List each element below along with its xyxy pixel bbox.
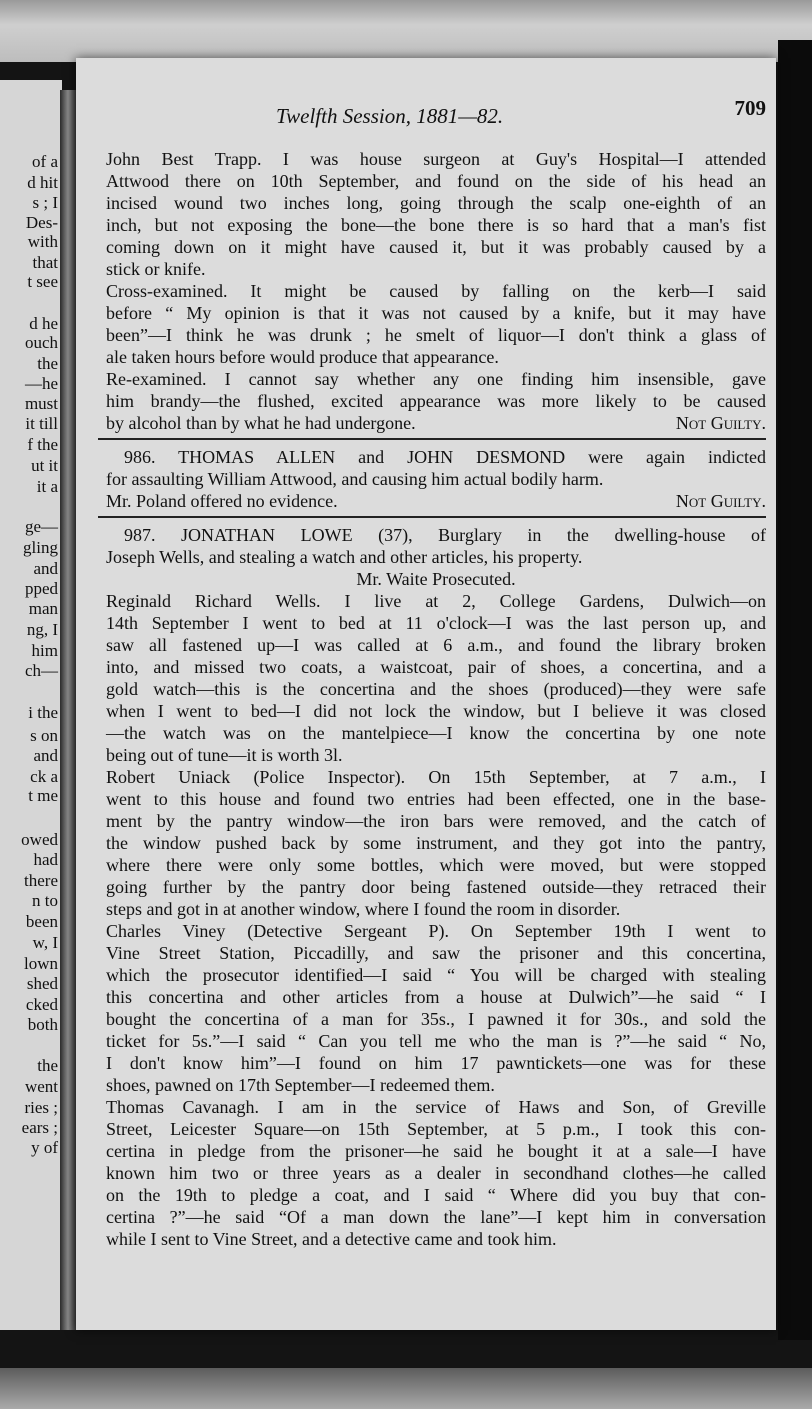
margin-fragment: f the	[27, 435, 58, 454]
text-line: 986. THOMAS ALLEN and JOHN DESMOND were again indicted	[124, 447, 766, 467]
text-line: Thomas Cavanagh. I am in the service of Haws and Son, of Greville	[106, 1097, 766, 1117]
text-line: inch, but not exposing the bone—the bone there is so hard that a man's fist	[106, 215, 766, 235]
text-line: Mr. Poland offered no evidence.	[106, 491, 338, 511]
margin-fragment: shed	[26, 974, 58, 993]
margin-fragment: ut it	[31, 456, 58, 475]
verdict: Not Guilty.	[675, 491, 766, 511]
margin-fragment: both	[27, 1015, 58, 1034]
section-rule	[98, 516, 766, 518]
background-bottom	[0, 1368, 812, 1409]
text-line: him brandy—the flushed, excited appearance was more likely to be caused	[106, 391, 766, 411]
text-line: known him two or three years as a dealer in secondhand clothes—he called	[106, 1163, 766, 1183]
margin-fragment: and	[33, 559, 58, 578]
margin-fragment: ch—	[24, 661, 58, 680]
text-line: for assaulting William Attwood, and causing him actual bodily harm.	[106, 469, 604, 489]
text-line: into, and missed two coats, a waistcoat, pair of shoes, a concertina, and a	[106, 657, 766, 677]
margin-fragment: ng, I	[26, 620, 58, 639]
text-line: coming down on it might have caused it, but it was probably caused by a	[106, 237, 766, 257]
text-line: when I went to bed—I did not lock the window, but I believe it was closed	[106, 701, 766, 721]
margin-fragment: s ; I	[32, 193, 58, 212]
text-line: by alcohol than by what he had undergone.	[106, 413, 416, 433]
book-gutter	[60, 90, 76, 1330]
margin-fragment: n to	[32, 891, 58, 910]
text-line-with-verdict	[106, 412, 766, 434]
text-line: 14th September I went to bed at 11 o'clock—I was the last person up, and	[106, 613, 766, 633]
prosecution-note: Mr. Waite Prosecuted.	[356, 569, 516, 589]
text-line: Re-examined. I cannot say whether any one finding him insensible, gave	[106, 369, 766, 389]
text-line-with-verdict	[106, 490, 766, 512]
text-line: stick or knife.	[106, 259, 206, 279]
margin-fragment: —he	[24, 374, 58, 393]
text-line: —the watch was on the mantelpiece—I know the concertina by one note	[106, 723, 766, 743]
margin-fragment: him	[31, 641, 58, 660]
margin-fragment: ries ;	[24, 1098, 58, 1117]
margin-fragment: been	[25, 912, 58, 931]
running-head: Twelfth Session, 1881—82.	[276, 104, 504, 128]
margin-fragment: man	[28, 599, 58, 618]
margin-fragment: ck a	[30, 767, 58, 786]
margin-fragment: t me	[28, 786, 58, 805]
verdict: Not Guilty.	[675, 413, 766, 433]
text-line: steps and got in at another window, where I found the room in disorder.	[106, 899, 621, 919]
margin-fragment: ge—	[24, 517, 58, 536]
margin-fragment: w, I	[32, 933, 58, 952]
margin-fragment: must	[24, 394, 58, 413]
text-line: this concertina and other articles from a house at Dulwich”—he said “ I	[106, 987, 766, 1007]
margin-fragment: with	[27, 232, 58, 251]
text-line: while I sent to Vine Street, and a detective came and took him.	[106, 1229, 557, 1249]
text-line: ticket for 5s.”—I said “ Can you tell me who the man is ?”—he said “ No,	[106, 1031, 766, 1051]
text-line: where there were only some bottles, which were moved, but were stopped	[106, 855, 766, 875]
margin-fragment: t see	[27, 272, 58, 291]
text-line: saw all fastened up—I was called at 6 a.m., and found the library broken	[106, 635, 766, 655]
margin-fragment: Des-	[25, 213, 58, 232]
text-line: Robert Uniack (Police Inspector). On 15th September, at 7 a.m., I	[106, 767, 766, 787]
margin-fragment: ouch	[24, 333, 58, 352]
margin-fragment: pped	[24, 579, 58, 598]
margin-fragment: ears ;	[21, 1118, 58, 1137]
text-line: incised wound two inches long, going through the scalp one-eighth of an	[106, 193, 766, 213]
text-line: going further by the pantry door being fastened outside—they retraced their	[106, 877, 766, 897]
background-right	[778, 40, 812, 1340]
text-line: the window pushed back by some instrument, and they got into the pantry,	[106, 833, 766, 853]
text-line: gold watch—this is the concertina and the shoes (produced)—they were safe	[106, 679, 766, 699]
margin-fragment: owed	[21, 830, 58, 849]
margin-fragment: that	[32, 253, 58, 272]
margin-fragment: of a	[32, 152, 58, 171]
text-line: certina in pledge from the prisoner—he said he bought it at a sale—I have	[106, 1141, 766, 1161]
margin-fragment: cked	[25, 995, 58, 1014]
margin-fragment: s on	[30, 726, 58, 745]
facing-page-left	[0, 80, 62, 1330]
margin-fragment: y of	[31, 1138, 58, 1157]
text-line: ment by the pantry window—the iron bars were removed, and the catch of	[106, 811, 766, 831]
margin-fragment: i the	[28, 703, 58, 722]
text-line: certina ?”—he said “Of a man down the lane”—I kept him in conversation	[106, 1207, 766, 1227]
text-line: being out of tune—it is worth 3l.	[106, 745, 343, 765]
margin-fragment: went	[24, 1077, 58, 1096]
text-line: Attwood there on 10th September, and found on the side of his head an	[106, 171, 766, 191]
margin-fragment: it till	[25, 414, 58, 433]
text-line: ale taken hours before would produce that appearance.	[106, 347, 499, 367]
margin-fragment: the	[37, 1056, 58, 1075]
background-top	[0, 0, 812, 62]
page-number: 709	[734, 96, 766, 120]
text-line: Reginald Richard Wells. I live at 2, College Gardens, Dulwich—on	[106, 591, 766, 611]
section-rule	[98, 438, 766, 440]
text-line: Joseph Wells, and stealing a watch and other articles, his property.	[106, 547, 583, 567]
text-line: been”—I think he was drunk ; he smelt of liquor—I don't think a glass of	[106, 325, 766, 345]
text-line: Cross-examined. It might be caused by falling on the kerb—I said	[106, 281, 766, 301]
text-line: before “ My opinion is that it was not caused by a knife, but it may have	[106, 303, 766, 323]
text-line: I don't know him”—I found on him 17 pawntickets—one was for these	[106, 1053, 766, 1073]
margin-fragment: had	[33, 850, 58, 869]
text-line: Street, Leicester Square—on 15th September, at 5 p.m., I took this con-	[106, 1119, 766, 1139]
margin-fragment: the	[37, 354, 58, 373]
text-line: shoes, pawned on 17th September—I redeemed them.	[106, 1075, 495, 1095]
document-page	[76, 58, 776, 1330]
text-line: Charles Viney (Detective Sergeant P). On September 19th I went to	[106, 921, 766, 941]
text-line: John Best Trapp. I was house surgeon at Guy's Hospital—I attended	[106, 149, 766, 169]
margin-fragment: and	[33, 746, 58, 765]
margin-fragment: there	[24, 871, 58, 890]
text-line: went to this house and found two entries had been effected, one in the base-	[106, 789, 766, 809]
text-line: bought the concertina of a man for 35s., I pawned it for 30s., and sold the	[106, 1009, 766, 1029]
text-line: on the 19th to pledge a coat, and I said “ Where did you buy that con-	[106, 1185, 766, 1205]
margin-fragment: gling	[23, 538, 58, 557]
margin-fragment: it a	[36, 477, 58, 496]
text-line: 987. JONATHAN LOWE (37), Burglary in the dwelling-house of	[124, 525, 766, 545]
text-line: which the prosecutor identified—I said “ You will be charged with stealing	[106, 965, 766, 985]
margin-fragment: d he	[29, 314, 58, 333]
margin-fragment: d hit	[27, 173, 58, 192]
margin-fragment: lown	[24, 954, 58, 973]
text-line: Vine Street Station, Piccadilly, and saw the prisoner and this concertina,	[106, 943, 766, 963]
